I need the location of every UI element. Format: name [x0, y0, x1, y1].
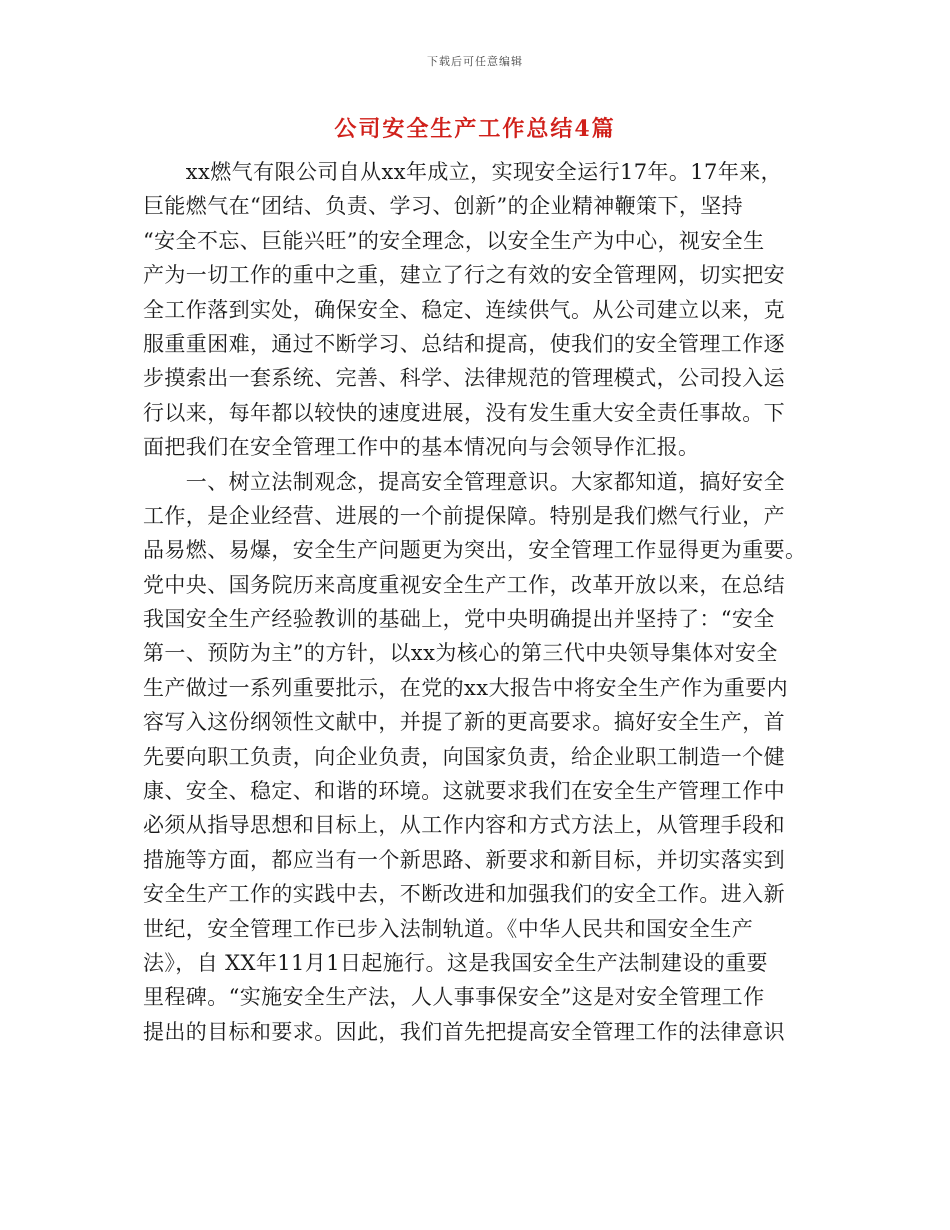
body-line: 必须从指导思想和目标上，从工作内容和方式方法上，从管理手段和	[143, 813, 785, 838]
body-line: 面把我们在安全管理工作中的基本情况向与会领导作汇报。	[143, 435, 700, 460]
body-line: 第一、预防为主”的方针，以xx为核心的第三代中央领导集体对安全	[143, 641, 778, 666]
body-line: 安全生产工作的实践中去，不断改进和加强我们的安全工作。进入新	[143, 882, 785, 907]
body-line: 品易燃、易爆，安全生产问题更为突出，安全管理工作显得更为重要。	[143, 538, 807, 563]
body-line: 世纪，安全管理工作已步入法制轨道。《中华人民共和国安全生产	[143, 916, 754, 941]
body-line: 产为一切工作的重中之重，建立了行之有效的安全管理网，切实把安	[143, 263, 785, 288]
body-line: 里程碑。“实施安全生产法，人人事事保安全”这是对安全管理工作	[143, 985, 765, 1010]
document-body	[143, 155, 807, 1049]
body-line: 生产做过一系列重要批示，在党的xx大报告中将安全生产作为重要内	[143, 675, 789, 700]
body-line: xx燃气有限公司自从xx年成立，实现安全运行17年。17年来，	[143, 160, 783, 184]
page-header-note: 下载后可任意编辑	[427, 55, 523, 68]
body-line: 法》，自 XX年11月1日起施行。这是我国安全生产法制建设的重要	[143, 950, 768, 975]
body-line: 康、安全、稳定、和谐的环境。这就要求我们在安全生产管理工作中	[143, 779, 785, 804]
body-line: “安全不忘、巨能兴旺”的安全理念，以安全生产为中心，视安全生	[143, 228, 765, 253]
body-line: 提出的目标和要求。因此，我们首先把提高安全管理工作的法律意识	[143, 1019, 785, 1044]
body-line: 步摸索出一套系统、完善、科学、法律规范的管理模式，公司投入运	[143, 366, 785, 391]
body-line: 一、树立法制观念，提高安全管理意识。大家都知道，搞好安全	[143, 469, 785, 494]
body-line: 容写入这份纲领性文献中，并提了新的更高要求。搞好安全生产，首	[143, 710, 785, 735]
body-line: 巨能燃气在“团结、负责、学习、创新”的企业精神鞭策下，坚持	[143, 194, 744, 219]
body-line: 我国安全生产经验教训的基础上，党中央明确提出并坚持了：“安全	[143, 607, 775, 632]
body-line: 先要向职工负责，向企业负责，向国家负责，给企业职工制造一个健	[143, 744, 785, 769]
document-title: 公司安全生产工作总结4篇	[334, 116, 616, 142]
body-line: 行以来，每年都以较快的速度进展，没有发生重大安全责任事故。下	[143, 400, 785, 425]
body-line: 党中央、国务院历来高度重视安全生产工作，改革开放以来，在总结	[143, 572, 785, 597]
body-line: 服重重困难，通过不断学习、总结和提高，使我们的安全管理工作逐	[143, 331, 785, 356]
body-line: 工作，是企业经营、进展的一个前提保障。特别是我们燃气行业，产	[143, 503, 785, 528]
body-line: 全工作落到实处，确保安全、稳定、连续供气。从公司建立以来，克	[143, 297, 785, 322]
body-line: 措施等方面，都应当有一个新思路、新要求和新目标，并切实落实到	[143, 847, 785, 872]
